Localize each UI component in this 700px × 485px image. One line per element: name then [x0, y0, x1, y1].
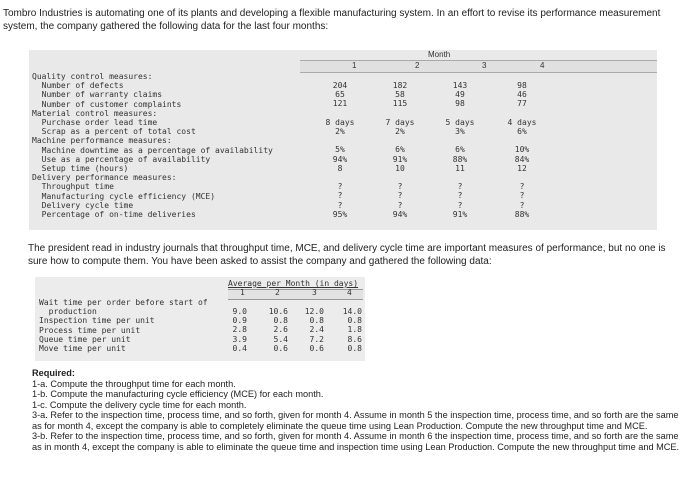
measure-label: Material control measures:: [32, 108, 158, 118]
avg-month-4-header: 4: [347, 288, 352, 297]
avg-month-2-values: [256, 307, 288, 353]
avg-month-4-values: [330, 307, 362, 353]
month-3-values: [440, 81, 480, 219]
table-cell: 6%: [395, 145, 405, 155]
table-cell: 77: [517, 99, 527, 109]
table-cell: [320, 109, 360, 118]
time-label: Inspection time per unit: [39, 316, 155, 326]
table-cell: 0.8: [309, 316, 324, 326]
table-cell: [380, 173, 420, 182]
table-cell: 0.6: [309, 343, 324, 353]
table-cell: 12: [517, 163, 527, 173]
table-cell: ?: [519, 200, 525, 210]
table-cell: 5.4: [273, 334, 288, 344]
table-cell: 58: [395, 90, 405, 100]
table-cell: 204: [332, 81, 348, 90]
table-cell: 9.0: [232, 307, 247, 316]
table-cell: ?: [519, 191, 525, 201]
time-label: Move time per unit: [39, 344, 126, 354]
table-cell: 65: [335, 90, 345, 100]
table-cell: 12.0: [304, 307, 324, 316]
table-cell: 0.4: [232, 343, 247, 353]
table-cell: 94%: [332, 154, 348, 164]
time-label: Process time per unit: [39, 325, 141, 335]
table-cell: 46: [517, 90, 527, 100]
table-cell: 98: [517, 81, 527, 90]
table-cell: 84%: [514, 154, 530, 164]
measure-label: Machine downtime as a percentage of availability: [32, 145, 273, 155]
table-cell: 0.6: [273, 343, 288, 353]
table-cell: 10%: [514, 145, 530, 155]
measure-label: Delivery cycle time: [32, 200, 134, 210]
table-cell: 7 days: [385, 117, 415, 127]
measure-label: Manufacturing cycle efficiency (MCE): [32, 191, 216, 201]
time-labels: [39, 298, 208, 353]
required-item: 1-c. Compute the delivery cycle time for each month.: [32, 399, 247, 410]
measure-label: Purchase order lead time: [32, 118, 158, 128]
measure-label: Setup time (hours): [32, 164, 129, 174]
table-cell: 7.2: [309, 334, 324, 344]
table-cell: 8.6: [347, 334, 362, 344]
table-cell: 2%: [395, 127, 405, 137]
table-cell: 95%: [332, 209, 348, 219]
table-cell: ?: [397, 182, 403, 192]
table-cell: 1.8: [347, 325, 362, 335]
table-cell: ?: [337, 200, 343, 210]
table-cell: 0.8: [273, 316, 288, 326]
required-item: 1-a. Compute the throughput time for each month.: [32, 378, 236, 389]
avg-month-2-header: 2: [275, 288, 280, 297]
table-cell: [502, 109, 542, 118]
month-1-values: [320, 81, 360, 219]
table-cell: ?: [519, 182, 525, 192]
table-cell: [320, 136, 360, 145]
month-1-header: 1: [352, 61, 357, 70]
required-heading: Required:: [32, 368, 75, 378]
time-label: production: [39, 307, 97, 317]
table-cell: 88%: [452, 154, 468, 164]
table-cell: [502, 136, 542, 145]
table-cell: 10: [395, 163, 405, 173]
avg-month-3-header: 3: [312, 288, 317, 297]
table-cell: 121: [332, 99, 348, 109]
measure-label: Delivery performance measures:: [32, 173, 177, 183]
table-cell: 3%: [455, 127, 465, 137]
average-header-band: [228, 289, 363, 300]
table-cell: ?: [457, 191, 463, 201]
intro-text: Tombro Industries is automating one of its plants and developing a flexible manufacturing system. In an effort to revise its performance measurement system, the company gathered the following data for the last four months:: [3, 8, 661, 32]
table-cell: 6%: [517, 127, 527, 137]
measure-label: Percentage of on-time deliveries: [32, 210, 196, 220]
table-cell: ?: [397, 191, 403, 201]
table-cell: 3.9: [232, 334, 247, 344]
avg-month-1-header: 1: [240, 288, 245, 297]
measure-label: Number of warranty claims: [32, 90, 163, 100]
table-cell: 4 days: [507, 117, 537, 127]
table-cell: ?: [397, 200, 403, 210]
measure-label: Throughput time: [32, 182, 114, 192]
table-cell: [380, 136, 420, 145]
table-cell: 14.0: [342, 307, 362, 316]
required-items: [32, 379, 682, 453]
table-cell: [440, 173, 480, 182]
table-cell: 2.8: [232, 325, 247, 335]
table-cell: 6%: [455, 145, 465, 155]
table-cell: [320, 173, 360, 182]
table-cell: 8: [337, 163, 343, 173]
required-item: 3-a. Refer to the inspection time, process time, and so forth, given for month 4. Assume in month 5 the inspection time, process time, and so forth are the same as for month 4, except the company is able to completely eliminate the queue time using Lean Production. Compute the new throughput time and MCE.: [32, 410, 679, 431]
avg-month-3-values: [292, 307, 324, 353]
table-cell: 0.8: [347, 316, 362, 326]
time-label: Wait time per order before start of: [39, 298, 208, 307]
month-4-header: 4: [540, 61, 545, 70]
measure-label: Number of customer complaints: [32, 99, 182, 109]
required-item: 3-b. Refer to the inspection time, process time, and so forth, given for month 4. Assume in month 6 the inspection time, process time, and so forth are the same as in month 4, except the company is able to eliminate the queue time and inspection time using Lean Production. Compute the new throughput time and MCE.: [32, 431, 680, 452]
description-text: The president read in industry journals that throughput time, MCE, and delivery cycle time are important measures of performance, but no one is sure how to compute them. You have been asked to assist the company and gathered the following data:: [28, 243, 666, 267]
table-cell: 88%: [514, 209, 530, 219]
time-label: Queue time per unit: [39, 334, 131, 344]
table-cell: 98: [455, 99, 465, 109]
table-cell: ?: [337, 191, 343, 201]
table-cell: ?: [337, 182, 343, 192]
required-section: [32, 368, 682, 452]
table-cell: 2%: [335, 127, 345, 137]
table-cell: 115: [392, 99, 408, 109]
avg-month-1-values: [215, 307, 247, 353]
table-cell: 94%: [392, 209, 408, 219]
month-header: Month: [428, 50, 451, 59]
table-cell: [440, 136, 480, 145]
table-cell: 0.8: [347, 343, 362, 353]
month-4-values: [502, 81, 542, 219]
table-cell: 91%: [392, 154, 408, 164]
measure-label: Number of defects: [32, 81, 124, 91]
measure-labels: [32, 72, 273, 219]
table-cell: 49: [455, 90, 465, 100]
table-cell: 5%: [335, 145, 345, 155]
measure-label: Scrap as a percent of total cost: [32, 127, 196, 137]
table-cell: [502, 173, 542, 182]
table-cell: 0.9: [232, 316, 247, 326]
table-cell: 143: [452, 81, 468, 90]
month-2-header: 2: [415, 61, 420, 70]
table-cell: 182: [392, 81, 408, 90]
table-cell: 10.6: [268, 307, 288, 316]
month-3-header: 3: [482, 61, 487, 70]
table-cell: 5 days: [445, 117, 475, 127]
table-cell: 2.4: [309, 325, 324, 335]
average-header: Average per Month (in days): [228, 279, 359, 288]
table-cell: [380, 109, 420, 118]
table-cell: 11: [455, 163, 465, 173]
table-cell: ?: [457, 200, 463, 210]
month-2-values: [380, 81, 420, 219]
table-cell: [440, 109, 480, 118]
measure-label: Quality control measures:: [32, 72, 153, 81]
table-cell: 8 days: [325, 117, 355, 127]
measure-label: Use as a percentage of availability: [32, 154, 211, 164]
table-cell: ?: [457, 182, 463, 192]
measure-label: Machine performance measures:: [32, 136, 172, 146]
table-cell: 2.6: [273, 325, 288, 335]
required-item: 1-b. Compute the manufacturing cycle efficiency (MCE) for each month.: [32, 389, 324, 399]
table-cell: 91%: [452, 209, 468, 219]
